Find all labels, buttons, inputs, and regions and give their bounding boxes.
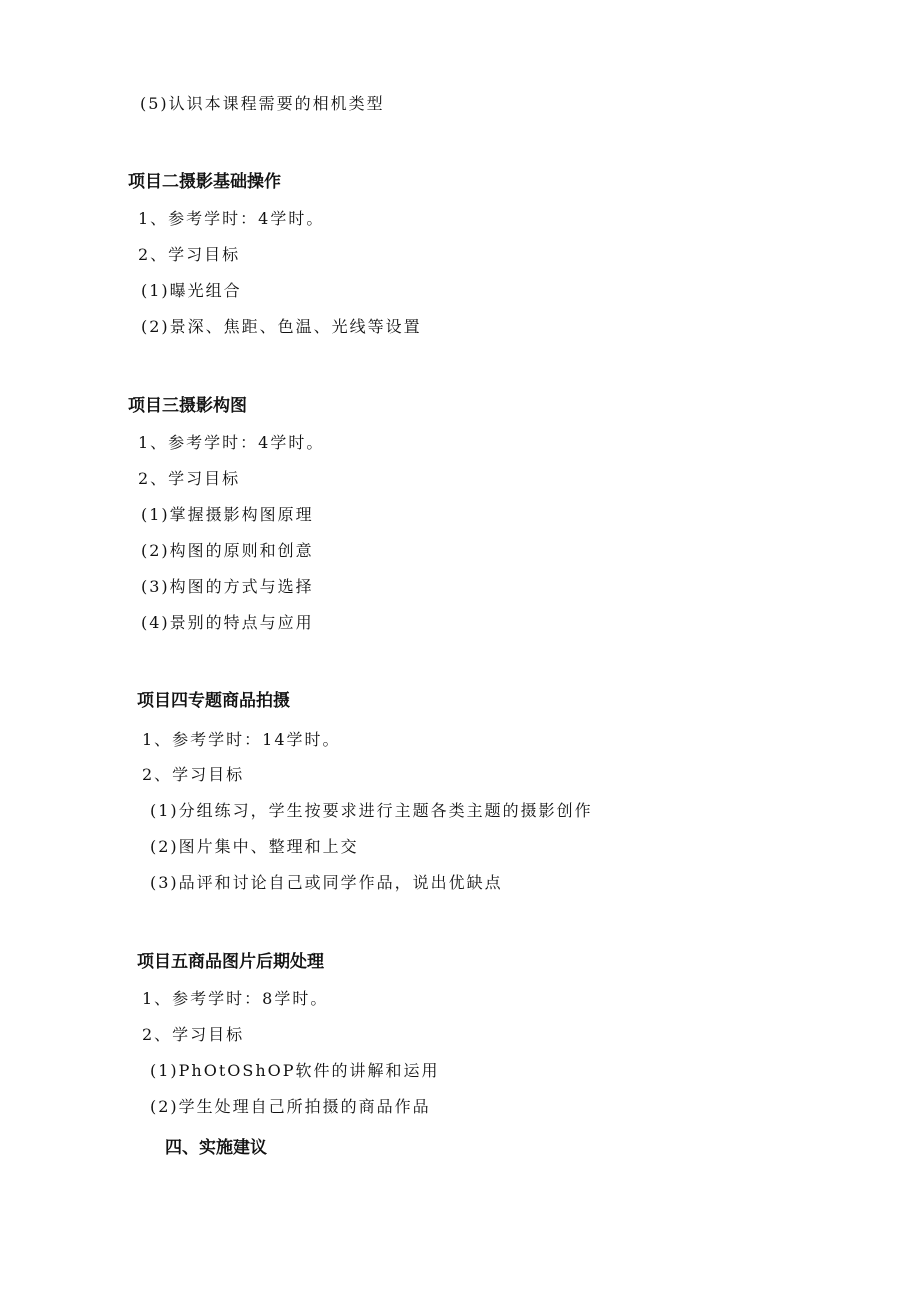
project2-goal-2: (2)景深、焦距、色温、光线等设置 xyxy=(141,317,422,336)
project3-goals-label: 2、学习目标 xyxy=(138,469,241,488)
project4-goal-3: (3)品评和讨论自己或同学作品，说出优缺点 xyxy=(150,873,503,892)
project2-title: 项目二摄影基础操作 xyxy=(128,172,281,192)
project2-goals-label: 2、学习目标 xyxy=(138,245,241,264)
project5-goal-1: (1)PhOtOShOP软件的讲解和运用 xyxy=(150,1061,440,1080)
project3-goal-2: (2)构图的原则和创意 xyxy=(141,541,314,560)
project4-goal-2: (2)图片集中、整理和上交 xyxy=(150,837,359,856)
project4-title: 项目四专题商品拍摄 xyxy=(137,691,290,711)
project5-title: 项目五商品图片后期处理 xyxy=(137,952,324,972)
project3-goal-1: (1)掌握摄影构图原理 xyxy=(141,505,314,524)
project3-goal-3: (3)构图的方式与选择 xyxy=(141,577,314,596)
project2-hours: 1、参考学时：4学时。 xyxy=(138,209,325,228)
project4-goals-label: 2、学习目标 xyxy=(142,765,245,784)
project3-title: 项目三摄影构图 xyxy=(128,396,247,416)
project3-hours: 1、参考学时：4学时。 xyxy=(138,433,325,452)
intro-item-5: (5)认识本课程需要的相机类型 xyxy=(140,94,385,113)
project4-goal-1: (1)分组练习，学生按要求进行主题各类主题的摄影创作 xyxy=(150,801,593,820)
project5-goals-label: 2、学习目标 xyxy=(142,1025,245,1044)
project5-goal-2: (2)学生处理自己所拍摄的商品作品 xyxy=(150,1097,431,1116)
project5-hours: 1、参考学时：8学时。 xyxy=(142,989,329,1008)
project2-goal-1: (1)曝光组合 xyxy=(141,281,242,300)
project4-hours: 1、参考学时：14学时。 xyxy=(142,730,341,749)
section4-title: 四、实施建议 xyxy=(165,1138,267,1158)
project3-goal-4: (4)景别的特点与应用 xyxy=(141,613,314,632)
